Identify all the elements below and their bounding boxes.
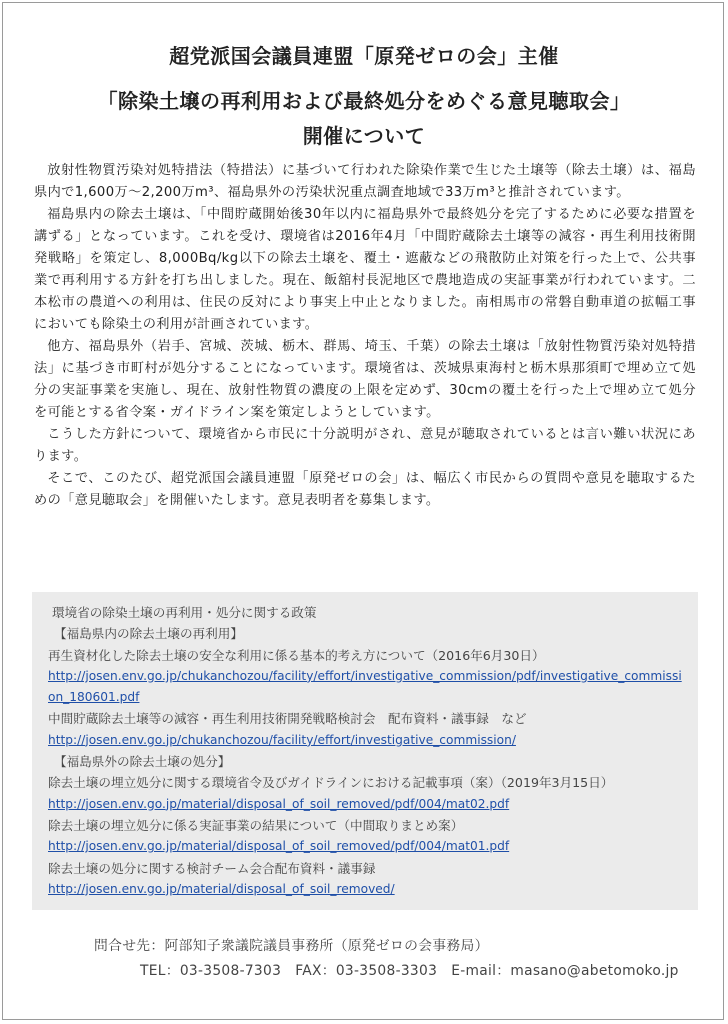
body-paragraph-1: 放射性物質汚染対処特措法（特措法）に基づいて行われた除染作業で生じた土壌等（除去土壌）は、福島県内で1,600万～2,200万m³、福島県外の汚染状況重点調査地域で33万m³と推計されています。: [34, 163, 696, 200]
policy-item-text: 除去土壌の埋立処分に係る実証事業の結果について（中間取りまとめ案）: [48, 817, 464, 833]
policy-link[interactable]: http://josen.env.go.jp/chukanchozou/facility/effort/investigative_commission/pdf/investigative_commission_180601.pdf: [48, 668, 682, 705]
contact-info: [94, 934, 694, 984]
title-line-3: 開催について: [302, 124, 426, 148]
title-line-2: 「除染土壌の再利用および最終処分をめぐる意見聴取会」: [97, 89, 631, 113]
body-text: [34, 160, 696, 512]
policy-item-text: 除去土壌の処分に関する検討チーム会合配布資料・議事録: [48, 860, 376, 876]
body-paragraph-5: そこで、このたび、超党派国会議員連盟「原発ゼロの会」は、幅広く市民からの質問や意見を聴取するための「意見聴取会」を開催いたします。意見表明者を募集します。: [34, 471, 696, 508]
section-title-outside-fukushima-disposal: 【福島県外の除去土壌の処分】: [54, 754, 231, 770]
body-paragraph-3: 他方、福島県外（岩手、宮城、茨城、栃木、群馬、埼玉、千葉）の除去土壌は「放射性物質汚染対処特措法」に基づき市町村が処分することになっています。環境省は、茨城県東海村と栃木県那須町で埋め立て処分の実証事業を実施し、現在、放射性物質の濃度の上限を定めず、30cmの覆土を行った上で埋め立て処分を可能とする省令案・ガイドライン案を策定しようとしています。: [34, 339, 696, 420]
policy-item-text: 中間貯蔵除去土壌等の減容・再生利用技術開発戦略検討会 配布資料・議事録 など: [48, 711, 527, 727]
policy-item-text: 除去土壌の埋立処分に関する環境省令及びガイドラインにおける記載事項（案）（2019年3月15日）: [48, 775, 614, 791]
title-line-1: 超党派国会議員連盟「原発ゼロの会」主催: [169, 44, 559, 68]
policy-link[interactable]: http://josen.env.go.jp/material/disposal_of_soil_removed/pdf/004/mat02.pdf: [48, 796, 510, 811]
body-paragraph-4: こうした方針について、環境省から市民に十分説明がされ、意見が聴取されているとは言い難い状況にあります。: [34, 427, 696, 464]
policy-link[interactable]: http://josen.env.go.jp/chukanchozou/facility/effort/investigative_commission/: [48, 732, 516, 747]
policy-link[interactable]: http://josen.env.go.jp/material/disposal_of_soil_removed/: [48, 881, 395, 896]
contact-office: 問合せ先：阿部知子衆議院議員事務所（原発ゼロの会事務局）: [94, 938, 489, 954]
policy-heading: 環境省の除染土壌の再利用・処分に関する政策: [52, 605, 317, 620]
policy-box: [32, 592, 698, 910]
policy-item-text: 再生資材化した除去土壌の安全な利用に係る基本的考え方について（2016年6月30日）: [48, 647, 545, 663]
section-title-fukushima-reuse: 【福島県内の除去土壌の再利用】: [54, 626, 243, 642]
body-paragraph-2: 福島県内の除去土壌は、「中間貯蔵開始後30年以内に福島県外で最終処分を完了するために必要な措置を講ずる」となっています。これを受け、環境省は2016年4月「中間貯蔵除去土壌等の減容・再生利用技術開発戦略」を策定し、8,000Bq/kg以下の除去土壌を、覆土・遮蔽などの飛散防止対策を行った上で、公共事業で再利用する方針を打ち出しました。現在、飯舘村長泥地区で農地造成の実証事業が行われています。二本松市の農道への利用は、住民の反対により事実上中止となりました。南相馬市の常磐自動車道の拡幅工事においても除染土の利用が計画されています。: [34, 207, 696, 332]
policy-link[interactable]: http://josen.env.go.jp/material/disposal_of_soil_removed/pdf/004/mat01.pdf: [48, 839, 510, 854]
contact-phone-fax-email: TEL：03-3508-7303 FAX：03-3508-3303 E-mail：masano@abetomoko.jp: [140, 963, 679, 979]
